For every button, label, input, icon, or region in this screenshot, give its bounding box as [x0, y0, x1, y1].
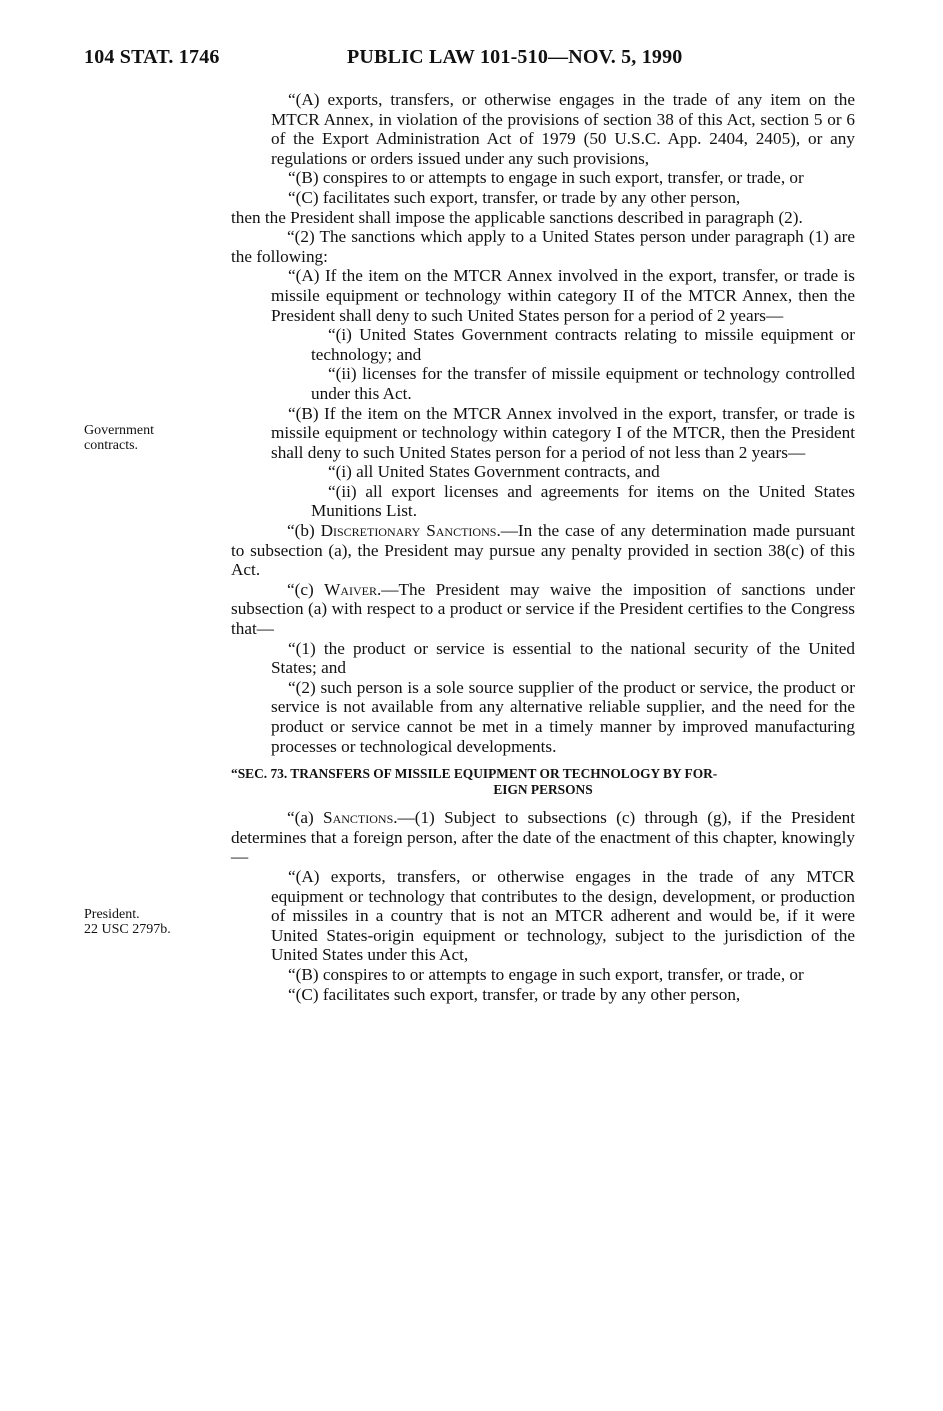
paragraph-text: .—In the case of any determination made pursuant to subsection (a), the President may pursue any penalty provided in section 38(c) of this Act. [231, 521, 856, 580]
paragraph: “(i) United States Government contracts relating to missile equipment or technology; and [311, 325, 855, 364]
paragraph-waiver [231, 580, 855, 639]
paragraph: “(ii) all export licenses and agreements for items on the United States Munitions List. [311, 481, 855, 521]
subsection-heading: Discretionary Sanctions [320, 521, 497, 541]
section-heading-line: “SEC. 73. TRANSFERS OF MISSILE EQUIPMENT OR TECHNOLOGY BY FOR- [231, 766, 718, 782]
paragraph: “(C) facilitates such export, transfer, or trade by any other person, [288, 984, 741, 1004]
paragraph: “(1) the product or service is essential to the national security of the United States; and [271, 638, 855, 678]
paragraph: “(2) such person is a sole source supplier of the product or service, the product or service is not available from any alternative reliable supplier, and the need for the product or service cannot be met in a timely manner by improved manufacturing processes or technological developments. [271, 677, 855, 756]
page-reference: 104 STAT. 1746 [84, 46, 220, 68]
paragraph: “(ii) licenses for the transfer of missile equipment or technology controlled under this Act. [311, 364, 855, 403]
margin-note-line: President. [84, 907, 140, 922]
paragraph-discretionary-sanctions [231, 521, 855, 580]
paragraph: “(B) conspires to or attempts to engage in such export, transfer, or trade, or [288, 964, 804, 984]
paragraph: “(B) conspires to or attempts to engage in such export, transfer, or trade, or [288, 168, 804, 188]
paragraph: “(C) facilitates such export, transfer, or trade by any other person, [288, 187, 741, 207]
margin-note-president [84, 907, 171, 937]
paragraph: then the President shall impose the applicable sanctions described in paragraph (2). [231, 207, 803, 227]
margin-note-line: contracts. [84, 438, 139, 453]
section-heading-line: EIGN PERSONS [493, 782, 593, 798]
paragraph: “(2) The sanctions which apply to a United States person under paragraph (1) are the following: [231, 227, 855, 266]
margin-note-line: 22 USC 2797b. [84, 922, 171, 937]
running-title: PUBLIC LAW 101-510—NOV. 5, 1990 [347, 46, 683, 68]
paragraph-sanctions [231, 808, 855, 867]
subsection-heading: Waiver [324, 579, 377, 599]
paragraph: “(A) exports, transfers, or otherwise engages in the trade of any MTCR equipment or technology that contributes to the design, development, or production of missiles in a country that is not an MTCR adherent and would be, if it were United States-origin equipment or technology, subject to the jurisdiction of the United States under this Act, [271, 866, 855, 965]
paragraph-text: .—(1) Subject to subsections (c) through (g), if the President determines that a foreign person, after the date of the enactment of this chapter, knowingly— [231, 808, 855, 867]
margin-note-government-contracts [84, 423, 154, 453]
paragraph-lead: “(a) [287, 808, 324, 828]
paragraph-text: .—The President may waive the imposition of sanctions under subsection (a) with respect to a product or service if the President certifies to the Congress that— [231, 579, 855, 639]
subsection-heading: Sanctions [323, 808, 394, 828]
margin-note-line: Government [84, 423, 154, 438]
paragraph-lead: “(b) [287, 521, 321, 541]
paragraph: “(A) If the item on the MTCR Annex involved in the export, transfer, or trade is missile equipment or technology within category II of the MTCR Annex, then the President shall deny to such United States person for a period of 2 years— [271, 266, 855, 325]
paragraph: “(i) all United States Government contracts, and [328, 462, 660, 482]
paragraph-lead: “(c) [287, 579, 325, 599]
body-text [231, 90, 855, 1004]
paragraph: “(A) exports, transfers, or otherwise engages in the trade of any item on the MTCR Annex, in violation of the provisions of section 38 of this Act, section 5 or 6 of the Export Administration Act of 1979 (50 U.S.C. App. 2404, 2405), or any regulations or orders issued under any such provisions, [271, 90, 855, 168]
section-heading [231, 766, 855, 798]
paragraph: “(B) If the item on the MTCR Annex involved in the export, transfer, or trade is missile equipment or technology within category I of the MTCR, then the President shall deny to such United States person for a period of not less than 2 years— [271, 403, 855, 462]
